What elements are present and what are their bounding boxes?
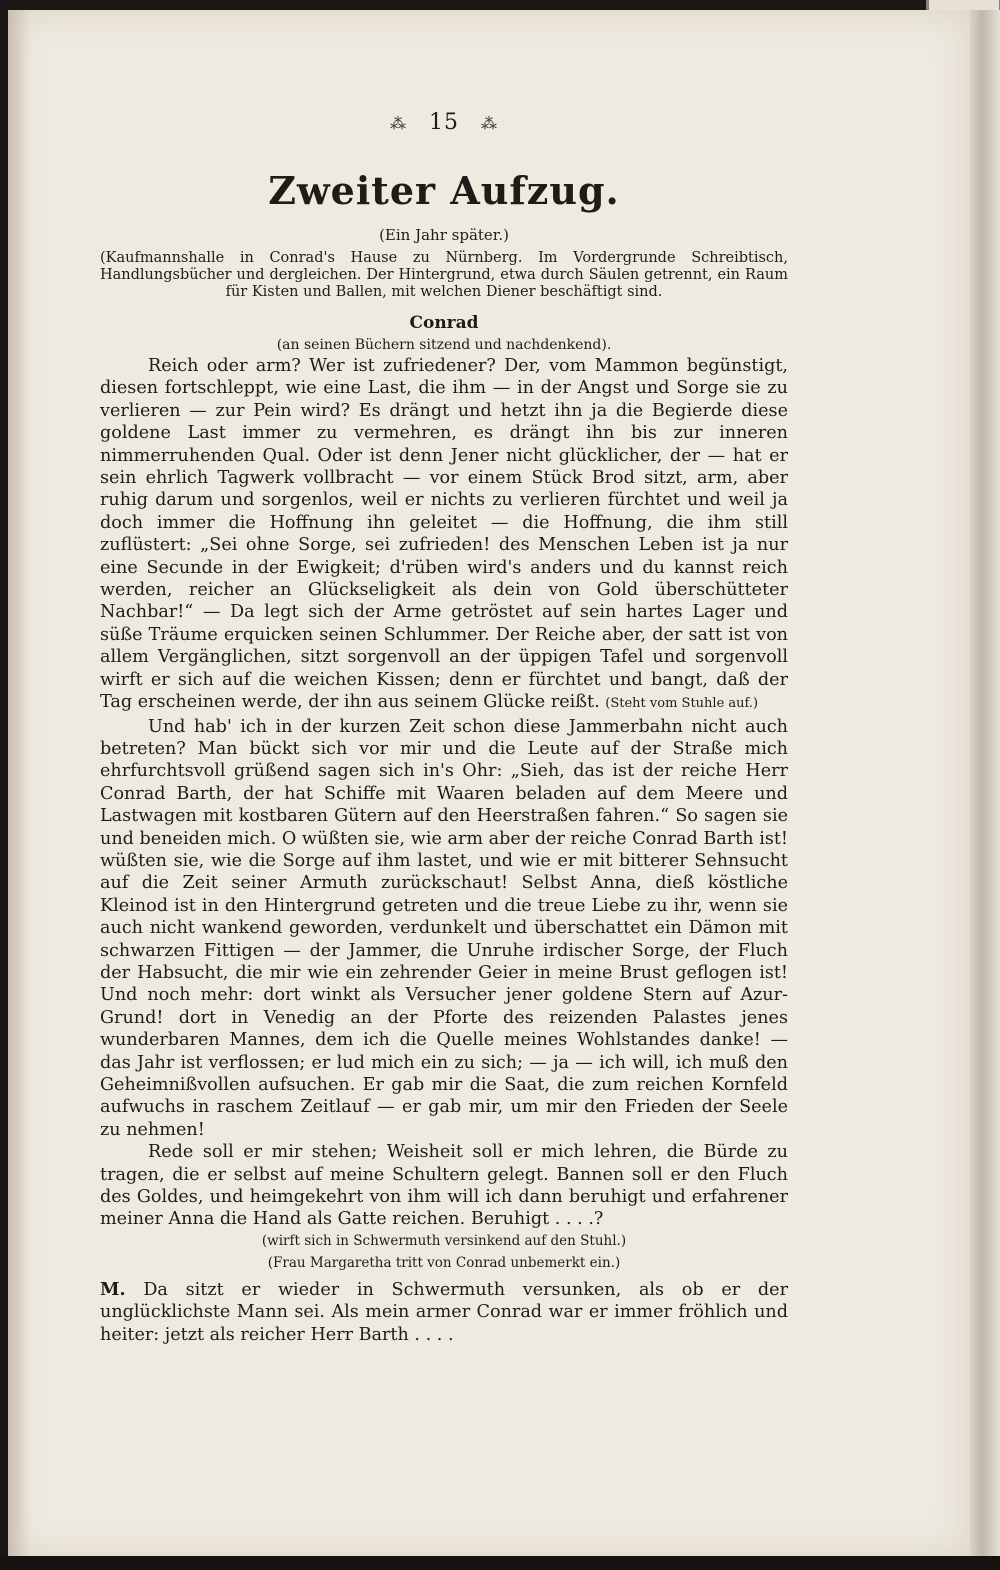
ornament-left-icon: ⁂: [390, 114, 407, 133]
monologue-paragraph: [100, 355, 788, 716]
ornament-right-icon: ⁂: [481, 114, 498, 133]
monologue-text: Rede soll er mir stehen; Weisheit soll er mich lehren, die Bürde zu tragen, die er selbst auf meine Schultern gelegt. Bannen soll er den Fluch des Goldes, und heimgekehrt von ihm will ich dann beruhigt und erfahrener meiner Anna die Hand als Gatte reichen. Beruhigt . . . .?: [100, 1142, 788, 1230]
speaker-direction: (an seinen Büchern sitzend und nachdenkend).: [276, 337, 612, 353]
page-number-line: [100, 108, 788, 138]
dialogue-text: Da sitzt er wieder in Schwermuth versunken, als ob er der unglücklichste Mann sei. Als mein armer Conrad war er immer fröhlich und heiter: jetzt als reicher Herr Barth . . . .: [100, 1279, 788, 1345]
page-number: 15: [429, 110, 459, 135]
scan-bottom-border: [0, 1556, 1000, 1570]
text-block: [100, 108, 788, 1346]
inline-stage-direction: (Steht vom Stuhle auf.): [605, 696, 759, 712]
dialogue-speaker: M.: [100, 1278, 126, 1300]
monologue-paragraph: [100, 1141, 788, 1231]
act-subtitle: (Ein Jahr später.): [379, 226, 509, 244]
stage-direction-line: (Frau Margaretha tritt von Conrad unbemerkt ein.): [267, 1254, 621, 1271]
binding-shadow: [8, 10, 30, 1558]
page-edge: [970, 10, 1000, 1558]
monologue-text: Und hab' ich in der kurzen Zeit schon diese Jammerbahn nicht auch betreten? Man bückt sich vor mir und die Leute auf der Straße mich ehrfurchtsvoll grüßend sagen sich in's Ohr: „Sieh, das ist der reiche Herr Conrad Barth, der hat Schiffe mit Waaren beladen auf dem Meere und Lastwagen mit kostbaren Gütern auf den Heerstraßen fahren.“ So sagen sie und beneiden mich. O wüßten sie, wie arm aber der reiche Conrad Barth ist! wüßten sie, wie die Sorge auf ihm lastet, und wie er mit bitterer Sehnsucht auf die Zeit seiner Armuth zurückschaut! Selbst Anna, dieß köstliche Kleinod ist in den Hintergrund getreten und die treue Liebe zu ihr, wenn sie auch nicht wankend geworden, verdunkelt und überschattet ein Dämon mit schwarzen Fittigen — der Jammer, die Unruhe irdischer Sorge, der Fluch der Habsucht, die mir wie ein zehrender Geier in meine Brust geflogen ist! Und noch mehr: dort winkt als Versucher jener goldene Stern auf Azur-Grund! dort in Venedig an der Pforte des reizenden Palastes jenes wunderbaren Mannes, dem ich die Quelle meines Wohlstandes danke! — das Jahr ist verflossen; er lud mich ein zu sich; — ja — ich will, ich muß den Geheimnißvollen aufsuchen. Er gab mir die Saat, die zum reichen Kornfeld aufwuchs in raschem Zeitlauf — er gab mir, um mir den Frieden der Seele zu nehmen!: [100, 716, 788, 1140]
monologue-text: Reich oder arm? Wer ist zufriedener? Der, vom Mammon begünstigt, diesen fortschleppt, wie eine Last, die ihm — in der Angst und Sorge sie zu verlieren — zur Pein wird? Es drängt und hetzt ihn ja die Begierde diese goldene Last immer zu vermehren, es drängt ihn bis zur inneren nimmerruhenden Qual. Oder ist denn Jener nicht glücklicher, der — hat er sein ehrlich Tagwerk vollbracht — vor einem Stück Brod sitzt, arm, aber ruhig darum und sorgenlos, weil er nichts zu verlieren fürchtet und weil ja doch immer die Hoffnung ihn geleitet — die Hoffnung, die ihm still zuflüstert: „Sei ohne Sorge, sei zufrieden! des Menschen Leben ist ja nur eine Secunde in der Ewigkeit; d'rüben wird's anders und du kannst reich werden, reicher an Glückseligkeit als dein von Gold überschütteter Nachbar!“ — Da legt sich der Arme getröstet auf sein hartes Lager und süße Träume erquicken seinen Schlummer. Der Reiche aber, der satt ist von allem Vergänglichen, sitzt sorgenvoll an der üppigen Tafel und sorgenvoll wirft er sich auf die weichen Kissen; denn er fürchtet und bangt, daß der Tag erscheinen werde, der ihn aus seinem Glücke reißt.: [100, 356, 788, 713]
monologue-paragraph: [100, 716, 788, 1142]
dialogue-line: [100, 1279, 788, 1346]
stage-direction-line: (wirft sich in Schwermuth versinkend auf den Stuhl.): [261, 1232, 627, 1249]
act-title: Zweiter Aufzug.: [268, 168, 620, 213]
speaker-name: Conrad: [409, 313, 479, 333]
stage-direction: (Kaufmannshalle in Conrad's Hause zu Nürnberg. Im Vordergrunde Schreibtisch, Handlungsbücher und dergleichen. Der Hintergrund, etwa durch Säulen getrennt, ein Raum für Kisten und Ballen, mit welchen Diener beschäftigt sind.: [100, 250, 788, 300]
